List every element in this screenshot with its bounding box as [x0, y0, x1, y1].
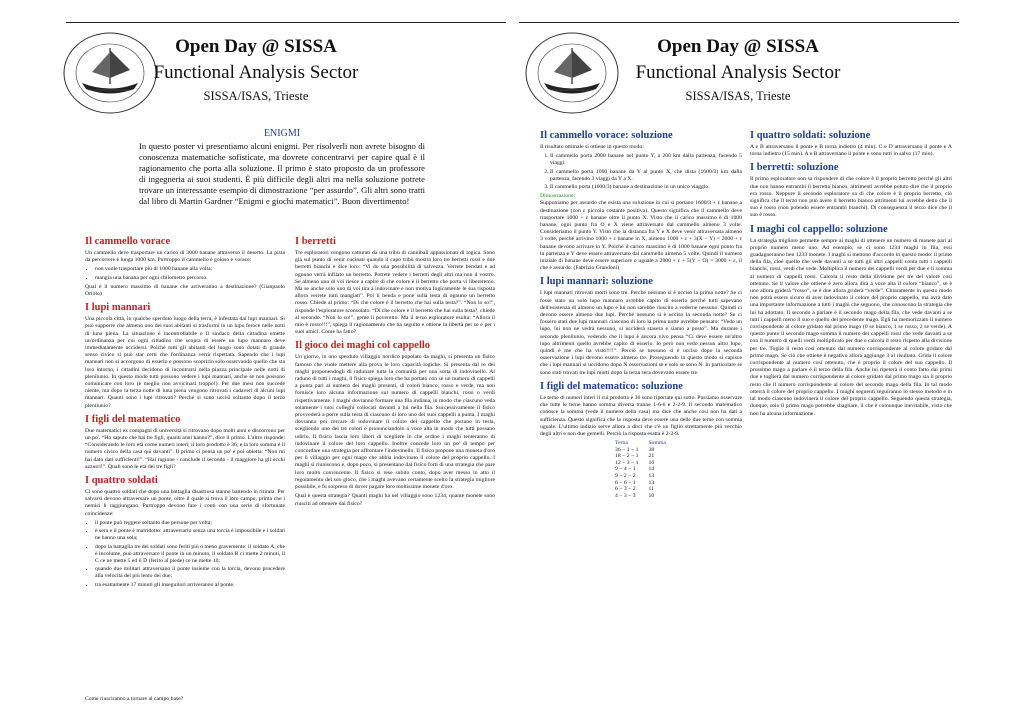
table-cell: 4 − 3 − 3	[615, 492, 636, 499]
table-cell: 21	[648, 453, 655, 460]
section-text: La strategia migliore permette sempre ai maghi di ottenere un numero di monete pari al proprio numero meno uno. Ad esempio, se ci sono 1234 maghi in fila, essi guadagneranno ben 1233 monete. I maghi si mettono d'accordo in questo modo: il primo della fila, cioè quello che vede davanti a se tutti gli altri cappelli conta tutti i cappelli bianchi, rossi, verdi che vede. Moltiplica il numero dei cappelli verdi per due e li somma al numero di cappelli rossi. Calcola il resto della divisione per tre del valore così ottenuto. Se il valore che ottiene è zero allora dirà a voce alta il colore “bianco”, se è uno allora griderà “rosso”, se è due allora griderà “verde”. Chiaramente in questo modo non potrà essere sicuro di aver indovinato il colore del proprio cappello, ma avrà dato una importante informazione a tutti i maghi che seguono, che conoscono la strategia che lui ha adottato. Il secondo a parlare è il secondo mago della fila, che vede davanti a se tutti i cappelli meno il suo e quello del precedente mago. Egli ha memorizzato il numero corrispondente al colore gridato dal primo mago (0 se bianco, 1 se rosso, 2 se verde). A questo punto il secondo mago somma il numero dei cappelli rossi che vede davanti a se con il numero di quelli verdi moltiplicato per due e calcola il resto rispetto alla divisione per tre. Toglie il resto così ottenuto dal numero corrispondente al colore gridato dal primo mago. Se ciò che ottiene è negativo allora aggiunge 3 al risultato. Grida il colore corrispondente al numero così ottenuto, che è proprio il colore del suo cappello. Il prossimo mago a parlare è il terzo della fila. Anche lui ripeterà il conto fatto dai primi due e toglierà dal numero corrispondente al colore gridato dal primo mago sia il proprio resto che il numero corrispondente al colore del secondo mago della fila. In tal modo otterrà il colore del proprio cappello. I maghi seguenti seguiranno lo stesso metodo e in tal modo ciascuno indovinerà il colore del proprio cappello. Seguendo questa strategia, dunque, solo il primo mago potrebbe sbagliare, il che è comunque inevitabile, visto che non ha alcuna informazione.	[750, 237, 952, 417]
table-cell: 16	[648, 459, 655, 466]
section-title-sol-soldati: I quattro soldati: soluzione	[750, 130, 871, 141]
section-title-sol-beretti: I berretti: soluzione	[750, 162, 839, 174]
section-text: Una piccola città, in qualche sperduto luogo della terra, è infestata dai lupi mannari. Si può supporre che almeno uno dei suoi abitanti si trasformi in un lupo feroce nelle notti di luna piena. La situazione è incontrollabile e il sindaco della cittadina emette un'ordinanza per cui ogni cittadino che scopra di essere un lupo mannaro deve immediatamente uccidersi. Poiché tutti gli abitanti del luogo sono dotati di grande senso civico si può star certi che l'ordinanza verrà rispettata. Sapendo che i lupi mannari non si accorgono di esserlo e possono scoprirlo solo osservando quello che sta loro intorno, i cittadini decidono di incontrarsi nella piazza principale nelle notti di plenilunio. In questo modo tutti possono vedere i lupi mannari, anche se non possono comunicare con loro (è meglio non avvicinasi troppo!). Per due mesi non succede niente, ma dopo la terza notte di luna piena vengono ritrovati i cadaveri di alcuni lupi mannari. Quanti sono i lupi ritrovati? Perché si sono uccisi soltanto dopo il terzo plenilunio?	[85, 316, 285, 409]
table-row	[610, 466, 671, 473]
poster-header	[512, 34, 994, 106]
section-title-sol-figli: I figli del matematico: soluzione	[540, 380, 683, 392]
table-cell: 36 − 1 − 1	[615, 446, 639, 453]
list-item: • è sera e il ponte è malridotto: attraversarlo senza una torcia è impossibile e i soldati ne hanno una sola;	[95, 528, 285, 542]
intro-text: In questo poster vi presentiamo alcuni enigmi. Per risolverli non avrete bisogno di conoscenza matematiche sofisticate, ma dovrete concentrarvi per capire qual è il ragionamento che porta alla soluzione. Il primo è stato proposto da un professore di ingegneria ai suoi studenti. È più difficile degli altri ma nella soluzione potrete trovare un interessante esempio di dimostrazione “per assurdo”. Gli altri sono tratti dal libro di Martin Gardner “Enigmi e giochi matematici”. Buon divertimento!	[139, 141, 425, 206]
table-row	[610, 480, 671, 487]
table-cell: 12 − 3 − 1	[615, 459, 639, 466]
middle-column	[295, 232, 495, 510]
table-row	[610, 447, 671, 454]
solutions-column-right	[750, 126, 952, 420]
intro-heading: ENIGMI	[263, 128, 301, 139]
section-text: Tre esploratori vengono catturati da una tribù di cannibali appassionati di logica. Sono già sul punto di venir cucinati quando il capo tribù mostra loro tre berretti rossi e due berretti bianchi e dice loro: “Vi do una possibilità di salvezza. Verrete bendati e ad ognuno verrà infilato un berretto. Potrete vedere i berretti degli altri ma non il vostro. Se almeno uno di voi riesce a capire di che colore è il berretto che porta vi libereremo. Ma se anche solo uno di voi tira a indovinare e non motiva logicamente le sua risposta allora verrete tutti mangiati”. Poi li benda e pone sulla testa di ognuno un berretto rosso. Chiede al primo: “Di che colore è il berretto che hai sulla testa?”. “Non lo so!”, risponde l'esploratore sconsolato. “Di che colore è il berretto che hai sulla testa?, chiede al secondo. “Non lo so!”, geme il poveretto. Ma il terzo esploratore esulta: “Allora il mio è rosso!!!”, spiega il ragionamento che ha seguito e ottiene la libertà per se e per i suoi amici. Come ha fatto?	[295, 250, 495, 336]
table-cell: 9 − 4 − 1	[615, 466, 636, 473]
table-cell: 10	[648, 492, 655, 499]
poster-title: Open Day @ SISSA	[657, 36, 819, 57]
list-item: 2. Il cammello porta 1000 banane da Y al punto X, che dista (1600/3) km dalla partenza, facendo 3 viaggi da Y a X.	[550, 169, 742, 183]
table-cell: 13	[648, 473, 655, 480]
intro-box	[139, 128, 425, 207]
numbered-list	[540, 153, 742, 191]
poster-institution: SISSA/ISAS, Trieste	[685, 89, 791, 103]
table-cell: 18 − 2 − 1	[615, 453, 639, 460]
section-text: Un cammello deve trasportare un carico di 3000 banane attraverso il deserto. La pista da percorrere è lunga 1000 km. Purtroppo il cammello è goloso e vorace:	[85, 250, 285, 264]
left-column	[85, 232, 285, 591]
list-item: • il ponte può reggere soltanto due persone per volta;	[95, 520, 285, 527]
section-title-cammello: Il cammello vorace	[85, 236, 171, 247]
section-text: Il primo esploratore non sa rispondere di che colore è il proprio berretto perché gli altri due non hanno entrambi il berretto bianco, altrimenti avrebbe potuto dire che il proprio era rosso. Neppure il secondo esploratore sa di che colore è il proprio berretto, ciò significa che il terzo non può avere il berretto bianco altrimenti lui avrebbe detto che il suo è rosso (non potendo essere entrambi bianchi). Di conseguenza il terzo dice che il suo è rosso.	[750, 176, 952, 219]
bullet-list	[85, 266, 285, 281]
poster-page-right	[512, 0, 1024, 724]
list-item: • quando due militari attraversano il ponte insieme con la torcia, devono procedere alla velocità del più lento dei due;	[95, 566, 285, 580]
section-text: Ci sono quattro soldati che dopo una battaglia disastrosa stanno battendo in ritirata. Per salvarsi devono attraversare un ponte, oltre il quale si trova il loro campo, prima che i nemici li raggiungano. Purtroppo devono fare i conti con una serie di sfortunate coincidenze:	[85, 489, 285, 517]
section-title-sol-lupi: I lupi mannari: soluzione	[540, 276, 653, 288]
list-item: 1. Il cammello porta 2000 banane nel punto Y, a 200 km dalla partenza, facendo 5 viaggi.	[550, 153, 742, 167]
list-item: • dopo la battaglia tre dei soldati sono feriti più o meno gravemente: il soldato A, che è incolume, può attraversare il ponte in un minuto, il soldato B ci mette 2 minuti, il C ce ne mette 5 ed il D (ferito al piede) ce ne mette 10;	[95, 544, 285, 566]
list-item: 3. Il cammello porta (1600/3) banane a destinazione in un unico viaggio.	[550, 184, 742, 191]
table-row	[610, 460, 671, 467]
section-title-beretti: I berretti	[295, 236, 336, 247]
section-title-sol-cammello: Il cammello vorace: soluzione	[540, 130, 673, 141]
table-cell: 13	[648, 479, 655, 486]
table-cell: 11	[648, 486, 654, 493]
table-cell: 38	[648, 446, 655, 453]
solutions-column-left	[540, 126, 742, 499]
terne-table	[610, 440, 671, 499]
section-text: A e B attraversano il ponte e B torna indietro (4 min). C e D attraversano il ponte e A torna indietro (15 min). A e B attraversano il ponte e sono tutti in salvo (17 min).	[750, 144, 952, 158]
poster-subtitle: Functional Analysis Sector	[153, 62, 359, 83]
section-title-lupi: I lupi mannari	[85, 302, 151, 314]
table-cell: 9 − 2 − 2	[615, 473, 636, 480]
section-title-soldati: I quattro soldati	[85, 475, 158, 487]
table-row	[610, 486, 671, 493]
table-header-row	[610, 440, 671, 447]
bullet-list	[85, 520, 285, 589]
section-text: Due matematici ex compagni di università si ritrovano dopo molti anni e discorrono per un po'. “Ho saputo che hai tre figli, quanti anni hanno?”, dice il primo. L'altro risponde: “Considerando le loro età come numeri interi, il loro prodotto è 36, e la loro somma è il numero civico della casa qui davanti”. Il primo ci pensa un po' e poi obietta: “Non mi hai dato dati sufficienti!”. “Hai ragione - conclude il secondo - il maggiore ha gli occhi azzurri!”. Quali sono le età dei tre figli?	[85, 427, 285, 470]
table-cell: 6 − 3 − 2	[615, 486, 636, 493]
table-row	[610, 473, 671, 480]
section-title-sol-maghi: I maghi col cappello: soluzione	[750, 223, 888, 235]
section-question: Qual è il numero massimo di banane che arriveranno a destinazione? (Gianpaolo Oriolo)	[85, 283, 285, 298]
section-title-gioco: Il gioco dei maghi col cappello	[295, 340, 431, 352]
proof-label: Dimostrazione:	[540, 193, 576, 200]
top-rule	[519, 22, 959, 23]
table-header: Terna	[615, 440, 628, 447]
table-cell: 6 − 6 − 1	[615, 479, 636, 486]
soldati-question: Come riusciranno a tornare al campo base?	[85, 696, 184, 702]
table-row	[610, 453, 671, 460]
list-item: • mangia una banana per ogni chilometro percorso.	[95, 275, 285, 282]
poster-subtitle: Functional Analysis Sector	[635, 62, 841, 83]
table-row	[610, 493, 671, 500]
section-text: Supponiamo per assurdo che esista una soluzione in cui si portano 1600/3 + ε banane a destinazione (con ε piccola costante positiva). Questo significa che il cammello deve trasportare 1000 + ε banane oltre il punto X. Visto che il carico massimo è di 1000 banane, ogni punto fra O e X viene attraversato dal cammello almeno 3 volte. Consideriamo il punto Y. Visto che la distanza fra Y e X deve venir attraversata almeno 3 volte, perché arrivino 1000 + ε banane in X, almeno 1000 + ε + 3(X − Y) = 2000 + ε banane devono arrivare in Y. Poiché il carico massimo è di 1000 banane ogni punto fra la partenza e Y deve essere attraversato dal cammello almeno 5 volte. Quindi il numero iniziale di banane deve essere superiore o uguale a 2000 + ε + 5(Y − O) = 3000 + ε, il che è assurdo. (Fabrizio Grandoni)	[540, 200, 742, 272]
list-item: • non vuole trasportare più di 1000 banane alla volta;	[95, 266, 285, 273]
poster-institution: SISSA/ISAS, Trieste	[203, 89, 309, 103]
section-text: Il risultato ottimale si ottiene in questo modo:	[540, 144, 644, 150]
section-title-figli: I figli del matematico	[85, 413, 181, 425]
section-text: I lupi mannari ritrovati morti sono tre. Perché nessuno si è ucciso la prima notte? Se ci fosse stato un solo lupo mannaro avrebbe capito di esserlo perché tutti sapevano dell'esistenza di almeno un lupo e lui non sarebbe riuscito a vederne nessuno. Quindi ci devono essere almeno due lupi. Perché nessuno si è ucciso la seconda notte? Se ci fossero stati due lupi mannari ciascuno di loro la prima notte avrebbe pensato: “Vedo un lupo, lui non ne vedrà nessuno, si ucciderà stasera e siamo a posto”. Ma durante i secondo plenilunio, vedendo che il lupo è ancora vivo pensa “Ci deve essere un'altro lupo altrimenti quello avrebbe capito di esserlo. Io però non vedo nessun altro lupo, quindi è me che ha visto!!!!”. Perciò se nessuno si è ucciso dopo la seconda osservazione i lupi devono essere almeno tre. Proseguendo in questo modo si capisce che i lupi mannari si uccidono dopo N osservazioni se e solo se sono N. In particolare se sono stati trovati tre lupi morti dopo la terza sera dovevano essere tre.	[540, 290, 742, 376]
section-question: Qual è questa strategia? Quanti maghi ha nel villaggio sono 1234, quante monete sono riusciti ad ottenere dal fisico?	[295, 493, 495, 507]
table-cell: 14	[648, 466, 655, 473]
section-text: Le terne di numeri interi il cui prodotto è 36 sono riportate qui sotto. Possiamo osservare che tutte le terne hanno somma diversa tranne 1-6-6 e 2-2-9. Il secondo matematico conosce la somma (vede il numero della casa) ma dice che anche così non ha dati a sufficienza. Questo significa che la risposta deve essere una delle due terne con somma uguale. L'ultimo indizio serve allora a dirci che c'è un figlio strettamente più vecchio degli altri e non due gemelli. Perciò la risposta esatta è 2-2-9.	[540, 394, 742, 437]
top-rule	[66, 22, 506, 23]
list-item: • tra esattamente 17 minuti gli inseguitori arriveranno al ponte.	[95, 582, 285, 589]
section-text: Un giorno, in uno sperduto villaggio nordico popolato da maghi, si presenta un fisico famoso che vuole mettere alla prova le loro capacità logiche. Si presenta dal re dei maghi proponendogli di radunare tutta la comunità per una sorta di indovinello. Al raduno di tutti i maghi, il fisico spiega loro che ha portato con se un numero di cappelli a punta pari al numero dei maghi presenti, di colori bianco, rosso e verde, ma non fornisce loro alcuna informazione sul numero di cappelli bianchi, rossi o verdi rispettivamente. I maghi dovranno formare una fila indiana, in modo che ciascuno veda solamente i suoi colleghi collocati davanti a lui nella fila. Successivamente il fisico provvederà a porre sulla testa di ciascuno di loro uno dei suoi cappelli a punta. I maghi dovranno poi cercare di indovinare il colore del cappello che portano in testa, scegliendo uno dei tre colori e pronunciandolo a voce alta in modo che tutti possano udirlo. Il fisico lascia loro liberi di scegliere in che ordine i maghi tenteranno di indovinare il colore del loro cappello. Inoltre concede loro un po' di tempo per concordare una strategia per affrontare l'indovinello. Il fisico propone una moneta d'oro per il villaggio per ogni mago che abbia indovinato il colore del proprio cappello. I maghi si riuniscono e, dopo poco, si presentano dal fisico forti di una strategia che pare loro molto convincente. Il fisico si rese subito conto, dopo aver messo in atto il regolamento del suo gioco, che i maghi avevano certamente scelto la strategia migliore possibile, e fu sorpreso di dover pagare loro moltissime monete d'oro.	[295, 354, 495, 491]
poster-title: Open Day @ SISSA	[175, 36, 337, 57]
table-header: Somma	[648, 440, 666, 447]
poster-header	[0, 34, 512, 106]
